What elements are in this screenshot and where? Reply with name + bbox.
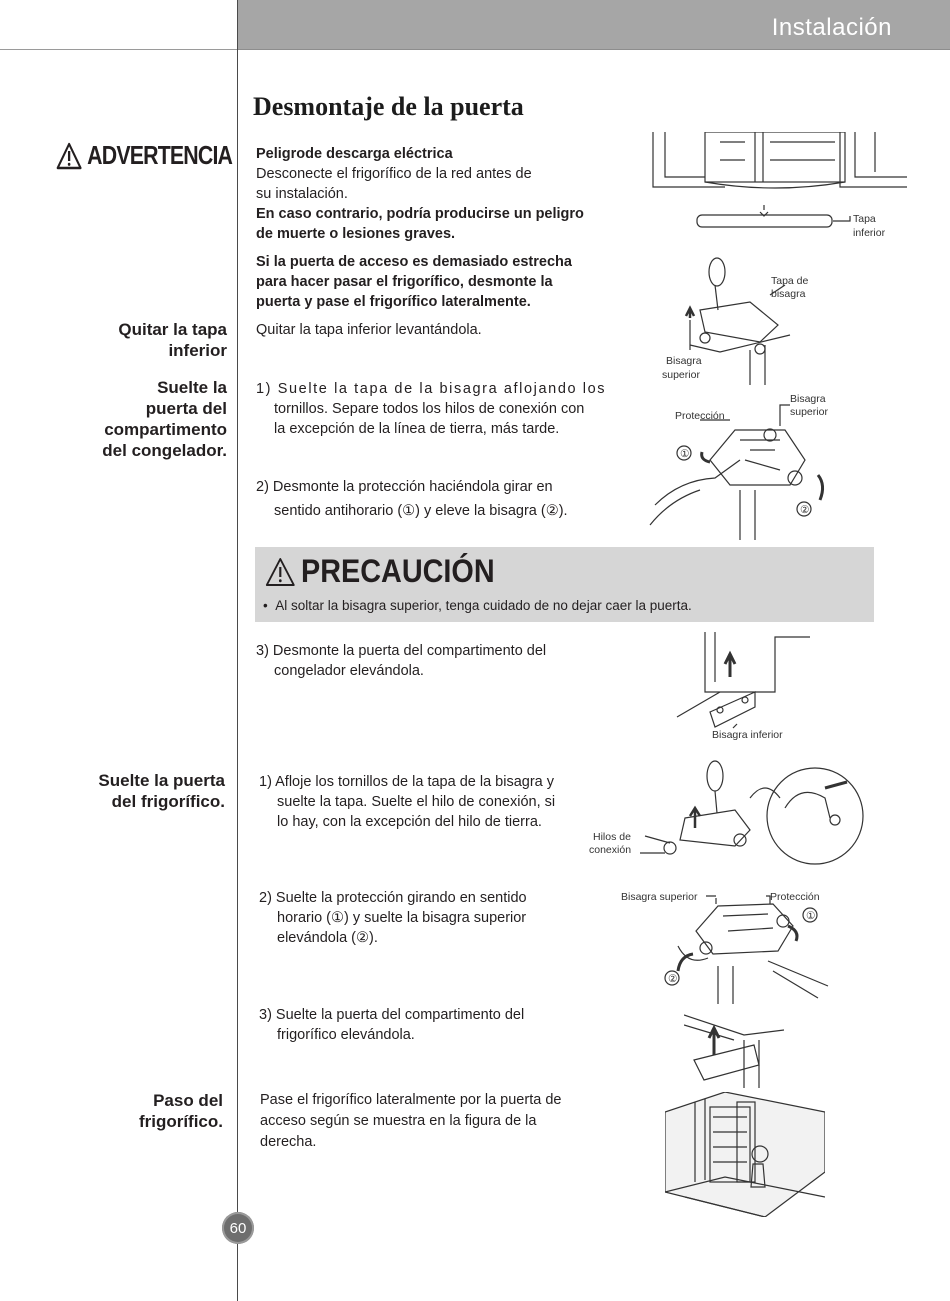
- access-line: Si la puerta de acceso es demasiado estrecha: [256, 254, 572, 270]
- caution-title: PRECAUCIÓN: [265, 553, 495, 590]
- warning-label: ADVERTENCIA: [56, 140, 232, 171]
- warning-bold-line: En caso contrario, podría producirse un peligro: [256, 206, 584, 222]
- page-number: 60: [222, 1212, 254, 1244]
- svg-text:conexión: conexión: [589, 844, 632, 856]
- caution-box: [255, 547, 874, 622]
- figure-fridge-door-lift: [684, 1010, 784, 1088]
- warning-line: Desconecte el frigorífico de la red antes de: [256, 166, 532, 182]
- header-left-blank: [0, 0, 237, 50]
- frigorifico-step-2: 2) Suelte la protección girando en sentido horario (①) y suelte la bisagra superior elevándola (②).: [259, 890, 527, 946]
- figure-protection-ccw: [640, 390, 840, 540]
- side-heading-quitar: Quitar la tapa inferior: [118, 320, 227, 360]
- page-title: Desmontaje de la puerta: [253, 92, 524, 121]
- quitar-text: Quitar la tapa inferior levantándola.: [256, 322, 482, 338]
- warning-bold-line: de muerte o lesiones graves.: [256, 226, 456, 242]
- svg-text:②: ②: [800, 504, 810, 516]
- header-bar: [238, 0, 950, 50]
- figure-fridge-passage: [665, 1092, 825, 1217]
- warning-triangle-icon: [56, 142, 82, 170]
- paso-text: Pase el frigorífico lateralmente por la puerta de acceso según se muestra en la figura de la derecha.: [260, 1092, 562, 1150]
- figure-hinge-cover: [660, 250, 810, 385]
- congelador-step-3: 3) Desmonte la puerta del compartimento del congelador elevándola.: [256, 643, 547, 679]
- congelador-step-2: 2) Desmonte la protección haciéndola girar en sentido antihorario (①) y eleve la bisagra (②).: [256, 479, 568, 519]
- svg-text:Bisagra superior: Bisagra superior: [621, 891, 698, 903]
- warning-line: su instalación.: [256, 186, 348, 202]
- figure-connection-wires: [585, 758, 865, 873]
- frigorifico-step-1: 1) Afloje los tornillos de la tapa de la bisagra y suelte la tapa. Suelte el hilo de conexión, si lo hay, con la excepción del hilo de tierra.: [259, 774, 556, 830]
- access-line: para hacer pasar el frigorífico, desmonte la: [256, 274, 553, 290]
- warning-text: [256, 144, 626, 312]
- svg-text:Hilos de: Hilos de: [593, 831, 631, 843]
- svg-text:Tapa: Tapa: [853, 213, 876, 225]
- bullet-dot: •: [263, 598, 276, 613]
- section-title: Instalación: [771, 14, 892, 41]
- access-line: puerta y pase el frigorífico lateralmente.: [256, 294, 531, 310]
- column-divider: [237, 0, 238, 1301]
- side-heading-frigorifico: Suelte la puerta del frigorífico.: [98, 771, 225, 811]
- svg-text:superior: superior: [790, 406, 828, 418]
- svg-text:Bisagra inferior: Bisagra inferior: [712, 729, 783, 741]
- svg-text:Tapa de: Tapa de: [771, 275, 809, 287]
- svg-text:bisagra: bisagra: [771, 288, 806, 300]
- side-heading-paso: Paso del frigorífico.: [138, 1091, 223, 1131]
- figure-lower-hinge: [675, 632, 810, 744]
- svg-text:Bisagra: Bisagra: [666, 355, 702, 367]
- svg-text:Protección: Protección: [770, 891, 820, 903]
- svg-text:Bisagra: Bisagra: [790, 393, 826, 405]
- svg-text:①: ①: [806, 910, 816, 922]
- svg-text:superior: superior: [662, 369, 700, 381]
- svg-text:①: ①: [680, 448, 690, 460]
- figure-lower-cover: [645, 132, 910, 244]
- warning-heading: Peligrode descarga eléctrica: [256, 146, 453, 162]
- svg-text:inferior: inferior: [853, 227, 886, 239]
- side-heading-congelador: Suelte la puerta del compartimento del congelador.: [102, 378, 227, 460]
- svg-text:②: ②: [668, 973, 678, 985]
- frigorifico-step-3: 3) Suelte la puerta del compartimento del frigorífico elevándola.: [259, 1007, 525, 1043]
- svg-text:Protección: Protección: [675, 410, 725, 422]
- warning-triangle-icon: [265, 557, 296, 587]
- caution-bullet: • Al soltar la bisagra superior, tenga cuidado de no dejar caer la puerta.: [263, 598, 692, 613]
- congelador-step-1: 1) Suelte la tapa de la bisagra aflojando los tornillos. Separe todos los hilos de conexión con la excepción de la línea de tierra, más tarde.: [256, 381, 607, 437]
- figure-protection-cw: [618, 886, 838, 1004]
